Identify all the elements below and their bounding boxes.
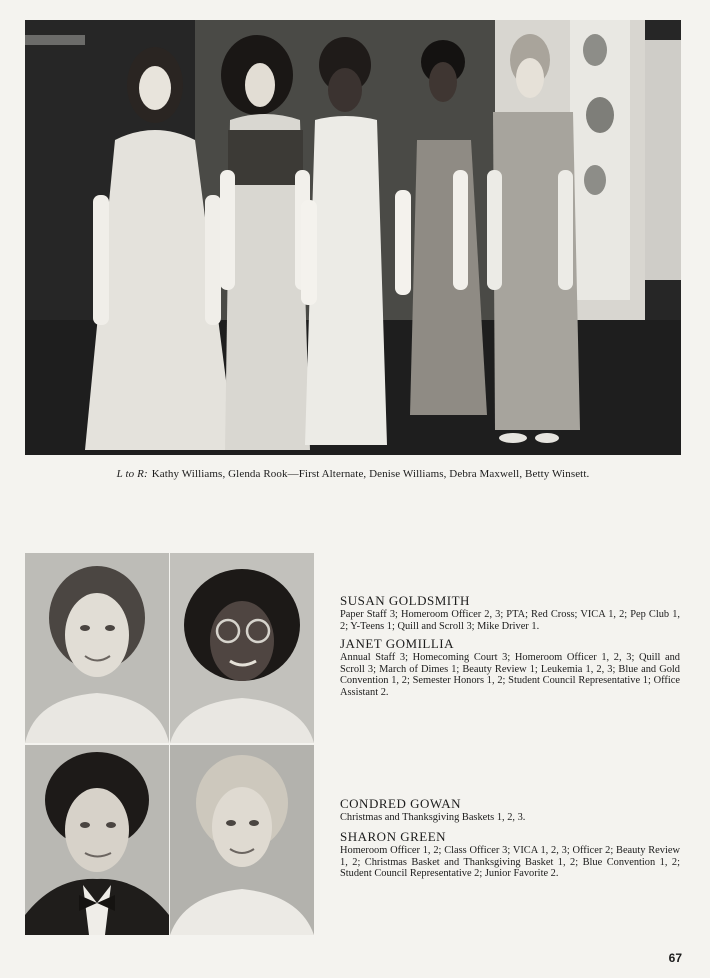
student-activities: Homeroom Officer 1, 2; Class Officer 3; VICA 1, 2, 3; Officer 2; Beauty Review 1, 2; Christmas Basket and Thanksgiving Basket 1, 2; Blue Convention 1, 2; Student Council Representative 2; Junior Favorite 2. (340, 845, 680, 880)
bio-susan-goldsmith (340, 593, 680, 632)
group-photo (25, 20, 681, 455)
bio-janet-gomillia (340, 636, 680, 698)
caption-prefix: L to R: (116, 468, 148, 480)
student-name: SHARON GREEN (340, 829, 447, 844)
portrait-sharon-green (170, 745, 314, 935)
bio-condred-gowan (340, 796, 680, 824)
group-photo-caption (25, 468, 681, 480)
portrait-condred-gowan (25, 745, 169, 935)
bio-sharon-green (340, 829, 680, 880)
student-activities: Annual Staff 3; Homecoming Court 3; Homeroom Officer 1, 2, 3; Quill and Scroll 3; March of Dimes 1; Beauty Review 1; Leukemia 1, 2, 3; Blue and Gold Convention 1, 2; Semester Honors 1, 2; Student Council Representative 1; Office Assistant 2. (340, 652, 680, 698)
student-activities: Paper Staff 3; Homeroom Officer 2, 3; PTA; Red Cross; VICA 1, 2; Pep Club 1, 2; Y-Teens 1; Quill and Scroll 3; Mike Driver 1. (340, 609, 680, 632)
page-number: 67 (668, 951, 682, 965)
student-name: SUSAN GOLDSMITH (340, 593, 470, 608)
caption-names: Kathy Williams, Glenda Rook—First Alternate, Denise Williams, Debra Maxwell, Betty Winsett. (151, 468, 590, 480)
portrait-susan-goldsmith (25, 553, 169, 743)
student-activities: Christmas and Thanksgiving Baskets 1, 2, 3. (340, 812, 526, 823)
student-name: JANET GOMILLIA (340, 636, 454, 651)
student-name: CONDRED GOWAN (340, 796, 461, 811)
portrait-janet-gomillia (170, 553, 314, 743)
